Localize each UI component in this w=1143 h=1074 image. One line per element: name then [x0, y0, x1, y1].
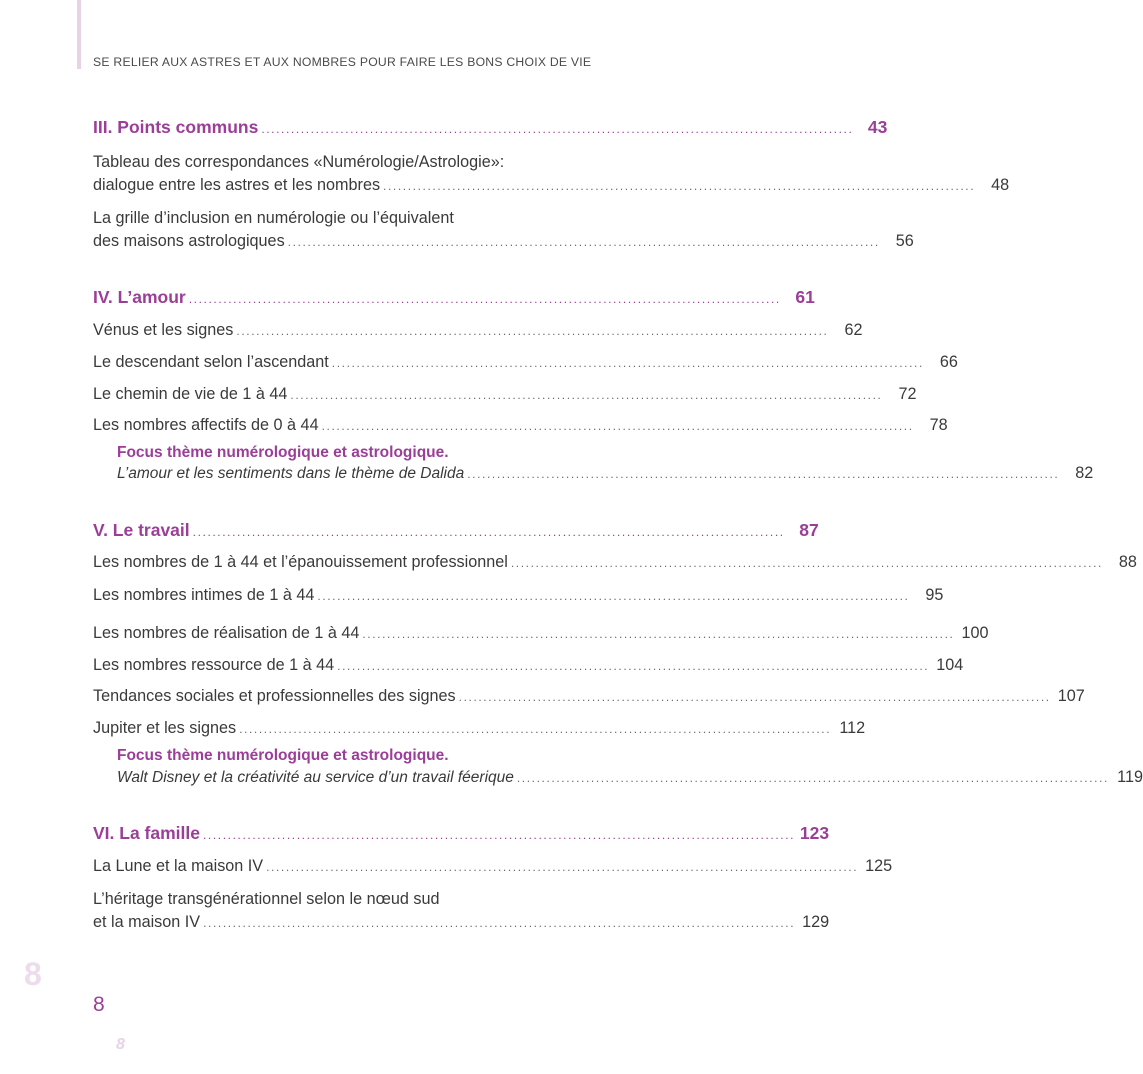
toc-entry[interactable] [93, 553, 1137, 579]
toc-entry[interactable] [93, 624, 989, 650]
toc-entry-line1: L’héritage transgénérationnel selon le nœud sud [93, 890, 440, 908]
dot-leader: ........................................................................................................................ [337, 659, 930, 673]
entry-page: 107 [1057, 687, 1085, 705]
entry-label: La Lune et la maison IV [93, 857, 264, 875]
dot-leader: ........................................................................................................................ [192, 525, 785, 539]
entry-label: Vénus et les signes [93, 321, 234, 339]
dot-leader: ........................................................................................................................ [261, 122, 854, 136]
section-page: 87 [799, 520, 819, 540]
entry-page: 104 [936, 656, 964, 674]
toc-focus-entry[interactable] [117, 464, 1094, 490]
entry-page: 82 [1075, 464, 1094, 482]
section-title: V. Le travail [93, 520, 190, 540]
dot-leader: ........................................................................................................................ [516, 771, 1109, 785]
running-head: SE RELIER AUX ASTRES ET AUX NOMBRES POUR FAIRE LES BONS CHOIX DE VIE [93, 55, 592, 69]
toc-entry[interactable] [93, 353, 958, 379]
section-title: VI. La famille [93, 823, 200, 843]
section-page: 43 [867, 117, 888, 137]
toc-entry[interactable] [93, 416, 948, 442]
entry-page: 129 [802, 913, 830, 931]
entry-label: Le chemin de vie de 1 à 44 [93, 385, 288, 403]
focus-title: Focus thème numérologique et astrologique. [117, 747, 449, 764]
toc-entry[interactable] [93, 857, 893, 883]
dot-leader: ........................................................................................................................ [287, 235, 880, 249]
entry-page: 88 [1118, 553, 1137, 571]
focus-subtitle: L’amour et les sentiments dans le thème de Dalida [117, 465, 465, 482]
entry-label: Les nombres intimes de 1 à 44 [93, 586, 315, 604]
ghost-page-number-small: 8 [116, 1036, 125, 1053]
entry-page: 125 [865, 857, 893, 875]
entry-page: 56 [895, 232, 914, 250]
entry-page: 100 [961, 624, 989, 642]
entry-page: 72 [898, 385, 917, 403]
entry-label: Les nombres de 1 à 44 et l’épanouissement professionnel [93, 553, 508, 571]
toc-entry[interactable] [93, 321, 863, 347]
toc-entry[interactable] [93, 586, 944, 612]
entry-page: 62 [844, 321, 863, 339]
toc-focus-entry[interactable] [117, 768, 1143, 794]
margin-accent-bar [77, 0, 81, 69]
dot-leader: ........................................................................................................................ [202, 828, 796, 842]
section-page: 123 [799, 823, 830, 843]
entry-label: Jupiter et les signes [93, 719, 237, 737]
entry-label: des maisons astrologiques [93, 232, 285, 250]
toc-entry[interactable] [93, 687, 1085, 713]
section-title: III. Points communs [93, 117, 259, 137]
focus-title: Focus thème numérologique et astrologique. [117, 444, 449, 461]
dot-leader: ........................................................................................................................ [458, 690, 1051, 704]
entry-label: Tendances sociales et professionnelles des signes [93, 687, 456, 705]
entry-label: Le descendant selon l’ascendant [93, 353, 329, 371]
entry-page: 95 [925, 586, 944, 604]
toc-section-vi[interactable] [93, 823, 830, 849]
dot-leader: ........................................................................................................................ [239, 722, 832, 736]
dot-leader: ........................................................................................................................ [290, 388, 883, 402]
entry-label: dialogue entre les astres et les nombres [93, 176, 381, 194]
section-page: 61 [795, 287, 815, 307]
dot-leader: ........................................................................................................................ [188, 292, 781, 306]
toc-section-iii[interactable] [93, 117, 888, 143]
dot-leader: ........................................................................................................................ [266, 860, 859, 874]
entry-page: 66 [939, 353, 958, 371]
toc-entry[interactable] [93, 232, 914, 258]
dot-leader: ........................................................................................................................ [317, 589, 910, 603]
toc-entry[interactable] [93, 385, 917, 411]
toc-entry-line1: La grille d’inclusion en numérologie ou l’équivalent [93, 209, 454, 227]
entry-page: 78 [929, 416, 948, 434]
entry-label: Les nombres affectifs de 0 à 44 [93, 416, 319, 434]
dot-leader: ........................................................................................................................ [331, 356, 924, 370]
dot-leader: ........................................................................................................................ [510, 556, 1103, 570]
entry-page: 119 [1117, 768, 1143, 786]
entry-label: Les nombres ressource de 1 à 44 [93, 656, 335, 674]
ghost-page-number: 8 [24, 956, 42, 992]
toc-entry[interactable] [93, 656, 964, 682]
toc-entry[interactable] [93, 719, 866, 745]
toc-section-v[interactable] [93, 520, 819, 546]
toc-section-iv[interactable] [93, 287, 815, 313]
dot-leader: ........................................................................................................................ [236, 324, 829, 338]
entry-page: 48 [991, 176, 1010, 194]
entry-page: 112 [839, 719, 866, 737]
dot-leader: ........................................................................................................................ [321, 419, 914, 433]
entry-label: Les nombres de réalisation de 1 à 44 [93, 624, 360, 642]
dot-leader: ........................................................................................................................ [467, 467, 1060, 481]
dot-leader: ........................................................................................................................ [383, 179, 976, 193]
focus-subtitle: Walt Disney et la créativité au service d’un travail féerique [117, 769, 514, 786]
toc-entry-line1: Tableau des correspondances «Numérologie/Astrologie»: [93, 153, 505, 171]
dot-leader: ........................................................................................................................ [362, 627, 955, 641]
entry-label: et la maison IV [93, 913, 201, 931]
page-number: 8 [93, 993, 105, 1016]
section-title: IV. L’amour [93, 287, 186, 307]
toc-entry[interactable] [93, 176, 1010, 202]
toc-entry[interactable] [93, 913, 830, 939]
dot-leader: ........................................................................................................................ [203, 916, 796, 930]
